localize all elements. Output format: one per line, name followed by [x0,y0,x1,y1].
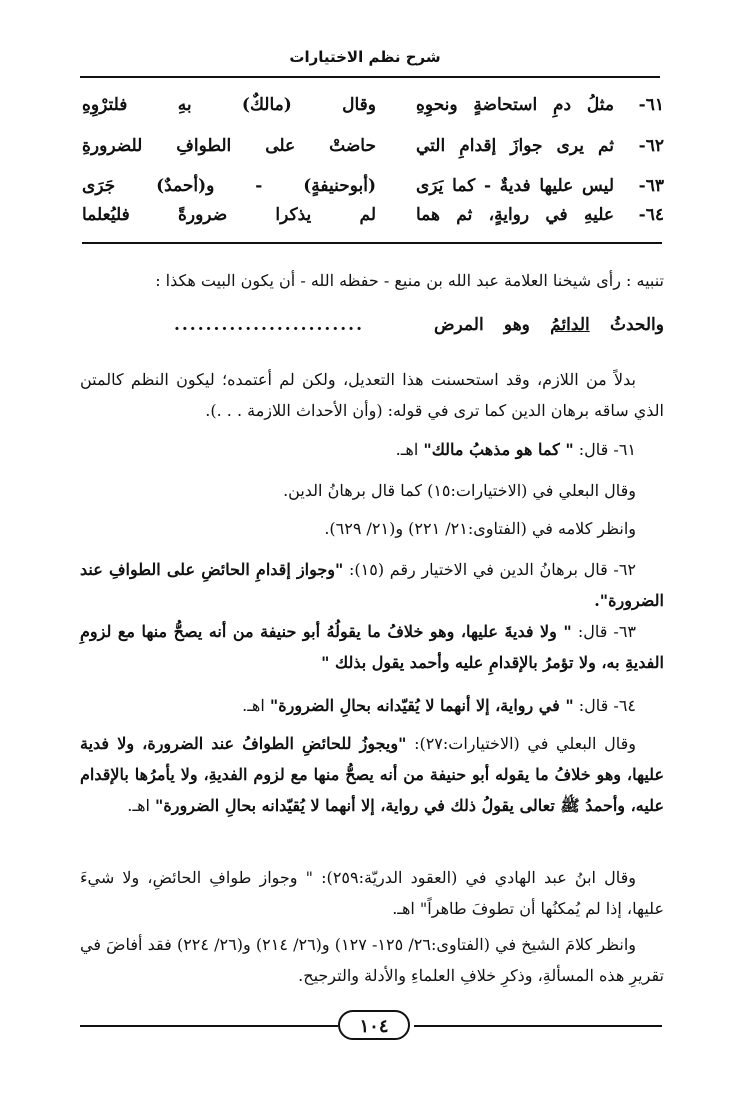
verse-row [82,171,664,201]
verse-number: ٦١- [638,95,664,115]
verse-number: ٦٣- [638,176,664,196]
verse-second-hemistich: لم يذكرا ضرورةً فليُعلما [82,205,376,225]
verse-second-hemistich: (أبوحنيفةٍ) - و(أحمدٌ) جَرَى [82,176,376,196]
p62-pre: ٦٢- قال برهانُ الدين في الاختيار رقم (١٥): [343,560,636,579]
verse-second-hemistich: حاضتْ على الطوافِ للضرورةِ [82,136,376,156]
suggested-verse [120,310,664,340]
paragraph-62 [80,554,664,616]
verse-second-hemistich: وقال (مالكٌ) بهِ فلترْوِهِ [82,95,376,115]
verse-first-hemistich: مثلُ دمِ استحاضةٍ ونحوِهِ [416,95,614,115]
paragraph-badal: بدلاً من اللازم، وقد استحسنت هذا التعديل، ولكن لم أعتمده؛ ليكون النظم كالمتن الذي ساقه برهان الدين كما ترى في قوله: (وأن الأحداث اللازمة . . .). [80,370,664,420]
page-number: ١٠٤ [338,1010,410,1040]
paragraph-63 [80,616,664,678]
verse-first-hemistich: عليهِ في روايةٍ، ثم هما [416,205,614,225]
paragraph-unzur-1: وانظر كلامه في (الفتاوى:٢١/ ٢٢١) و(٢١/ ٦٢٩). [324,519,636,538]
paragraph-baali-2 [80,728,664,821]
verse-pre: والحدثُ [589,315,664,335]
p64-pre: ٦٤- قال: [573,696,636,715]
paragraph-ibn-abd-alhadi: وقال ابنُ عبد الهادي في (العقود الدريّة:٢٥٩): " وجواز طوافِ الحائضِ، ولا شيءَ عليها، إذا لم يُمكنُها أن تطوفَ طاهراً" اهـ. [80,868,664,918]
verse-row [82,131,664,161]
p61-pre: ٦١- قال: [573,440,636,459]
paragraph-64 [80,690,664,721]
verse-row [82,90,664,120]
p64-post: اهـ. [242,696,270,715]
p61-post: اهـ. [395,440,424,459]
verse-dots: ........................ [173,315,364,335]
verse-number: ٦٢- [638,136,664,156]
paragraph-baali-1: وقال البعلي في (الاختيارات:١٥) كما قال برهانُ الدين. [283,481,636,500]
baali2-pre: وقال البعلي في (الاختيارات:٢٧): [406,734,637,753]
p63-pre: ٦٣- قال: [571,622,637,641]
running-header: شرح نظم الاختيارات [289,48,441,66]
baali2-quote: "ويجوزُ للحائضِ الطوافُ عند الضرورة، ولا فدية عليها، وهو خلافُ ما يقوله أبو حنيفة من أنه يصحُّ منها مع لزوم الفديةِ، ولا يأمرُها بالإقدام عليه، وأحمدُ ﷺ تعالى يقولُ ذلك في رواية، إلا أنهما لا يُقيّدانه بحالِ الضرورة" [80,734,664,815]
p64-quote: " في رواية، إلا أنهما لا يُقيّدانه بحالِ الضرورة" [269,696,574,715]
verse-first-hemistich: ليس عليها فديةٌ - كما يَرَى [416,176,614,196]
verse-post: وهو المرض [434,315,551,335]
p62-quote: "وجواز إقدامِ الحائضِ على الطوافِ عند الضرورة". [80,560,664,610]
paragraph-61 [80,434,664,465]
suggested-verse-text [434,310,664,340]
footer-rule-left [80,1025,338,1027]
verse-row [82,200,664,230]
verse-underlined-word: الدائمُ [550,315,590,335]
footer-rule-right [414,1025,662,1027]
verse-number: ٦٤- [638,205,664,225]
p61-quote: " كما هو مذهبُ مالك" [423,440,574,459]
paragraph-unzur-2: وانظر كلامَ الشيخ في (الفتاوى:٢٦/ ١٢٥- ١٢٧) و(٢٦/ ٢١٤) و(٢٦/ ٢٢٤) فقد أفاضَ في تقريرِ هذه المسألةِ، وذكرِ خلافِ العلماءِ والأدلة والترجيح. [80,935,664,985]
note-tanbih: تنبيه : رأى شيخنا العلامة عبد الله بن منيع - حفظه الله - أن يكون البيت هكذا : [155,271,664,290]
baali2-post: اهـ. [127,796,156,815]
verse-first-hemistich: ثم يرى جوازَ إقدامِ التي [416,136,614,156]
p63-quote: " ولا فديةَ عليها، وهو خلافُ ما يقولُهُ أبو حنيفة من أنه يصحُّ منها مع لزومِ الفديةِ به، ولا تؤمرُ بالإقدامِ عليه وأحمد يقول بذلك " [80,622,664,672]
verses-rule [82,242,662,244]
header-rule [80,76,660,78]
